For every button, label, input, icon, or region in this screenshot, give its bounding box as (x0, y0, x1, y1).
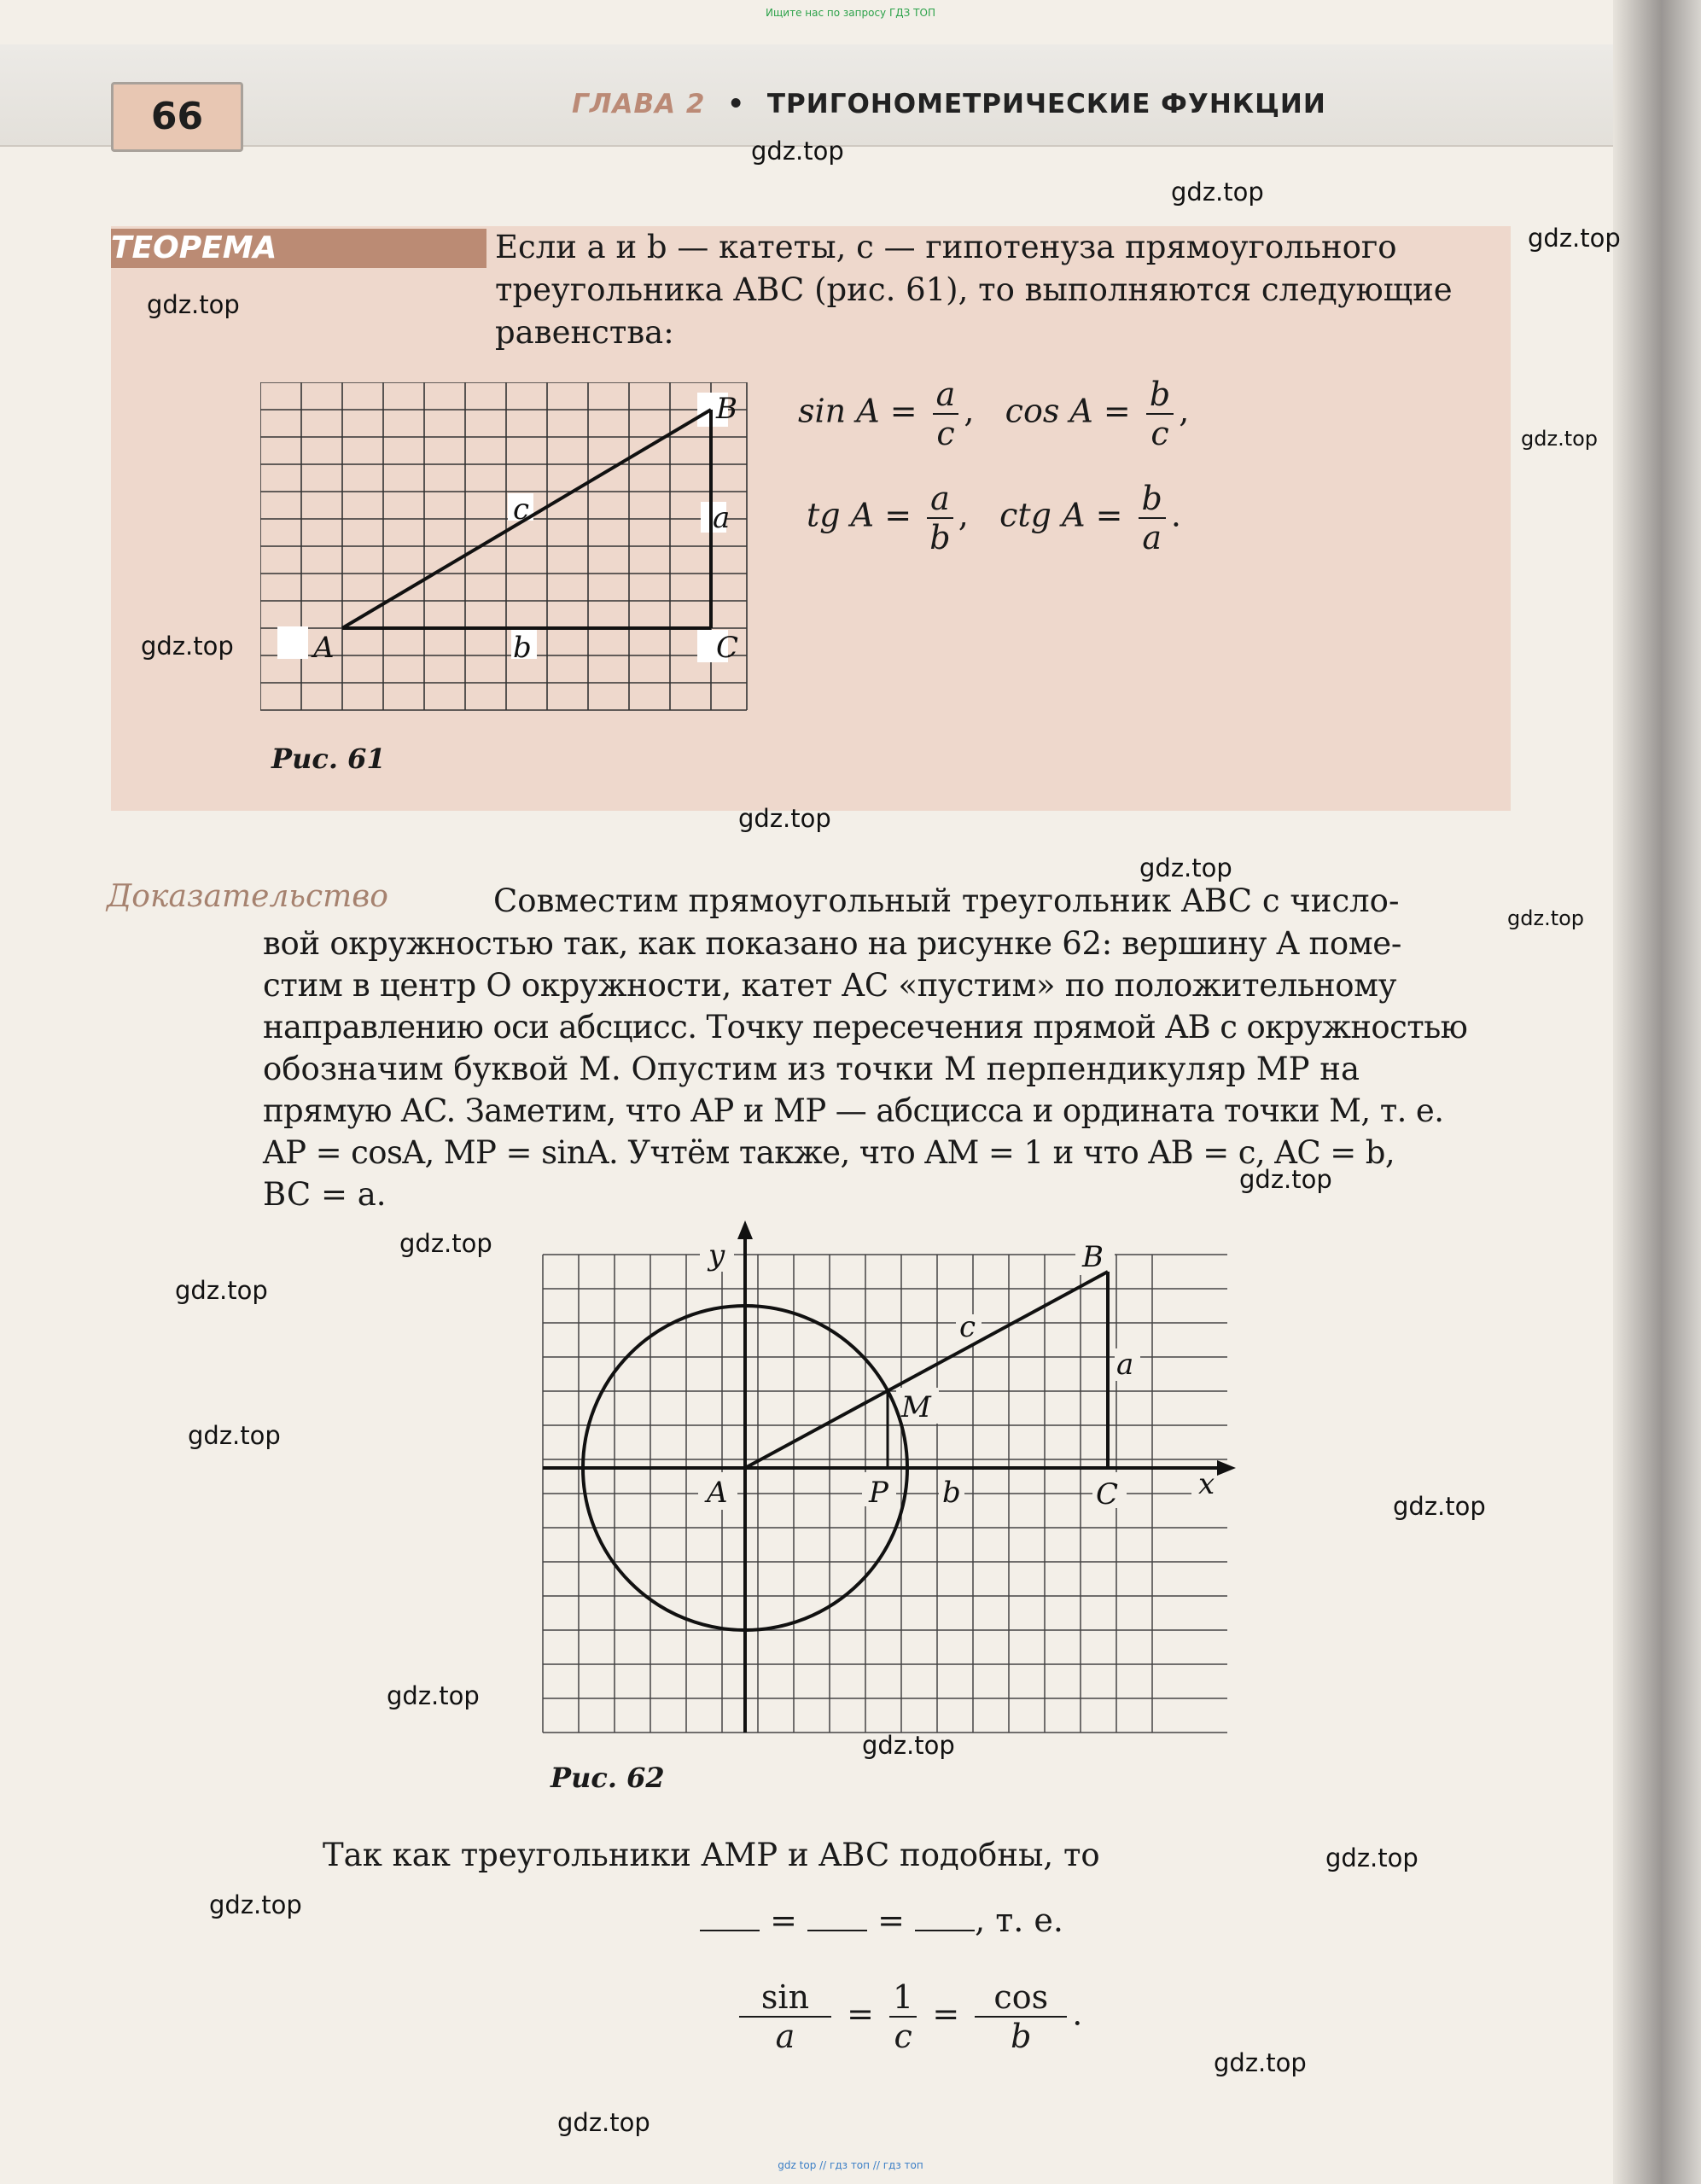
frac-den: c (936, 415, 955, 452)
label-b-vertex: B (716, 392, 737, 426)
theorem-label-text: ТЕОРЕМА (111, 230, 277, 265)
page-edge-shadow (1613, 0, 1701, 2184)
frac-num: sin (739, 1978, 831, 2018)
frac-num: 1 (889, 1978, 917, 2018)
fraction-a-over-b (927, 480, 953, 556)
bottom-note: gdz top // гдз топ // гдз топ (778, 2159, 923, 2171)
watermark: gdz.top (387, 1681, 480, 1710)
formula-tg-ctg: tg A = $\frac{a}{b}$ , ctg A = $\frac{b}{a}$ . (807, 480, 1181, 556)
figure-62 (529, 1220, 1246, 1767)
formula-sin-cos: sin A = $\frac{a}{c}$ , cos A = $\frac{b}{c}$ , (798, 376, 1190, 452)
proof-label: Доказательство (107, 879, 388, 914)
eq-sign-4: = (932, 1995, 960, 2033)
chapter-separator: • (727, 89, 746, 119)
chapter-heading (572, 89, 1326, 119)
watermark: gdz.top (1239, 1165, 1332, 1194)
watermark: gdz.top (738, 804, 831, 833)
watermark: gdz.top (862, 1731, 955, 1760)
final-equation (734, 1978, 1082, 2055)
frac-num: b (1146, 376, 1174, 415)
label-p: P (869, 1476, 888, 1510)
fraction-b-over-a (1139, 480, 1166, 556)
frac-den: a (775, 2018, 795, 2055)
label-b-vertex-62: B (1082, 1240, 1104, 1274)
proof-line-2: вой окружностью так, как показано на рисунке 62: вершину A поме- (263, 925, 1402, 962)
frac-num: a (933, 376, 959, 415)
fraction-sin-over-a (739, 1978, 831, 2055)
final-period: . (1072, 1995, 1083, 2033)
theorem-line-1: Если a и b — катеты, c — гипотенуза прямоугольного (495, 229, 1397, 265)
label-a-vertex: A (313, 631, 335, 665)
frac-num: cos (975, 1978, 1067, 2018)
proof-line-1: Совместим прямоугольный треугольник ABC с число- (493, 882, 1400, 919)
proof-line-4: направлению оси абсцисс. Точку пересечения прямой AB с окружностью (263, 1009, 1468, 1045)
fraction-a-over-c (933, 376, 959, 452)
top-note: Ищите нас по запросу ГДЗ ТОП (766, 7, 935, 19)
watermark: gdz.top (209, 1890, 302, 1919)
eq-sign-1: = (770, 1902, 797, 1939)
watermark: gdz.top (1139, 853, 1232, 882)
watermark: gdz.top (1507, 906, 1585, 930)
tg-a-text: tg A = (807, 496, 912, 534)
watermark: gdz.top (141, 632, 234, 661)
chapter-prefix: ГЛАВА 2 (572, 89, 706, 119)
y-axis-arrow (737, 1220, 753, 1239)
watermark: gdz.top (1171, 178, 1264, 207)
te-text: , т. е. (975, 1902, 1063, 1939)
fraction-1-over-c (889, 1978, 917, 2055)
frac-den: a (1142, 519, 1162, 556)
watermark: gdz.top (399, 1229, 492, 1258)
proof-line-3: стим в центр O окружности, катет AC «пустим» по положительному (263, 967, 1397, 1004)
watermark: gdz.top (188, 1421, 281, 1450)
similarity-blank-equation (700, 1902, 1063, 1939)
frac-den: b (1011, 2018, 1032, 2055)
proof-line-5: обозначим буквой M. Опустим из точки M перпендикуляр MP на (263, 1051, 1360, 1087)
frac-den: c (894, 2018, 912, 2055)
watermark: gdz.top (557, 2108, 650, 2137)
sin-a-text: sin A = (798, 392, 917, 430)
figure-61 (260, 382, 751, 715)
label-a-side-62: a (1116, 1348, 1134, 1382)
label-b-side-62: b (942, 1476, 961, 1510)
frac-num: b (1139, 480, 1166, 519)
figure-61-caption: Рис. 61 (271, 743, 386, 775)
hypotenuse-ab (745, 1272, 1108, 1468)
label-m: M (901, 1390, 931, 1424)
watermark: gdz.top (1528, 224, 1621, 253)
watermark: gdz.top (147, 290, 240, 319)
ctg-a-text: ctg A = (999, 496, 1123, 534)
label-c-vertex: C (716, 631, 739, 665)
label-c-side-62: c (959, 1310, 976, 1344)
proof-line-7: AP = cosA, MP = sinA. Учтём также, что AM = 1 и что AB = c, AC = b, (263, 1134, 1395, 1171)
watermark: gdz.top (751, 137, 844, 166)
figure-62-caption: Рис. 62 (550, 1762, 665, 1794)
page-number-box (111, 82, 243, 152)
watermark: gdz.top (1393, 1492, 1486, 1521)
label-c-side: c (513, 492, 530, 527)
label-a-vertex-62: A (707, 1476, 728, 1510)
theorem-line-2: треугольника ABC (рис. 61), то выполняются следующие (495, 271, 1453, 308)
label-y: y (708, 1238, 725, 1273)
proof-line-8: BC = a. (263, 1176, 387, 1213)
theorem-label (111, 229, 486, 268)
proof-line-6: прямую AC. Заметим, что AP и MP — абсцисса и ордината точки M, т. е. (263, 1092, 1444, 1129)
proof-conclusion: Так как треугольники AMP и ABC подобны, то (323, 1837, 1100, 1873)
frac-den: b (929, 519, 951, 556)
label-b-side: b (513, 631, 532, 665)
label-x: x (1198, 1467, 1215, 1501)
label-c-vertex-62: C (1096, 1477, 1119, 1511)
fraction-b-over-c (1146, 376, 1174, 452)
watermark: gdz.top (1214, 2048, 1307, 2077)
chapter-title: ТРИГОНОМЕТРИЧЕСКИЕ ФУНКЦИИ (766, 89, 1326, 119)
watermark: gdz.top (175, 1276, 268, 1305)
eq-sign-3: = (847, 1995, 874, 2033)
cos-a-text: cos A = (1005, 392, 1131, 430)
fraction-cos-over-b (975, 1978, 1067, 2055)
label-a-side: a (713, 501, 731, 535)
frac-den: c (1151, 415, 1169, 452)
watermark: gdz.top (1325, 1843, 1418, 1872)
theorem-line-3: равенства: (495, 314, 674, 351)
frac-num: a (927, 480, 953, 519)
eq-sign-2: = (877, 1902, 905, 1939)
page-number: 66 (150, 95, 204, 138)
watermark: gdz.top (1521, 427, 1599, 451)
